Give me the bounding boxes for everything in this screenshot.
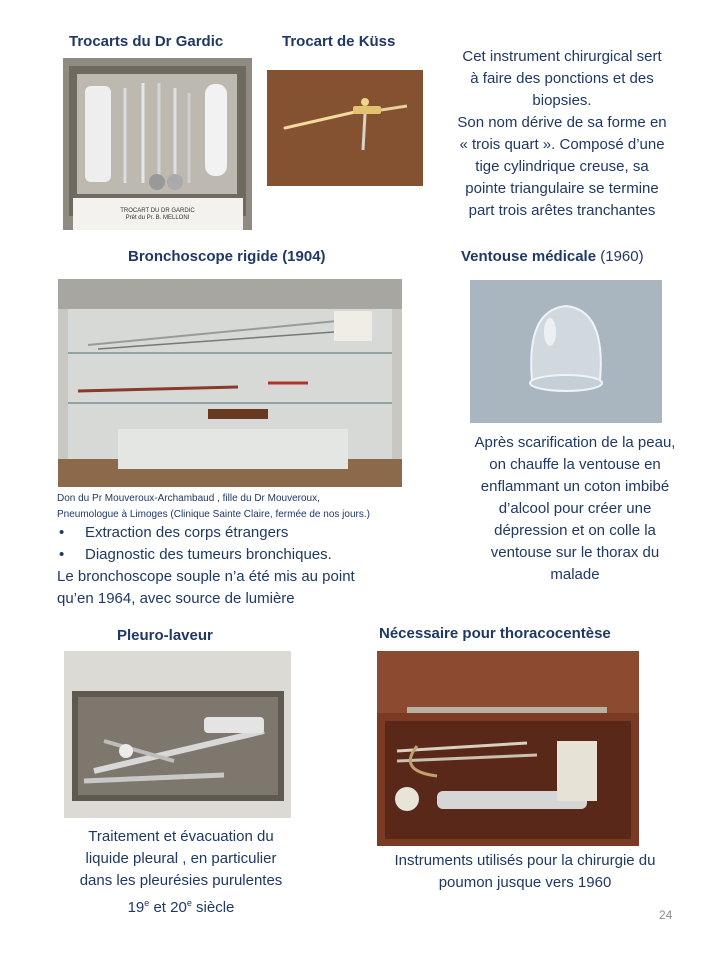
ventouse-line: d’alcool pour créer une [498,500,652,517]
gardic-label-line2: Prêt du Pr. B. MELLONI [125,215,190,221]
ventouse-line: ventouse sur le thorax du [490,544,660,561]
ventouse-line: malade [550,566,600,583]
century-19: 19 [127,899,145,916]
bronchoscope-title: Bronchoscope rigide (1904) [128,248,326,265]
kuss-line: « trois quart ». Composé d’une [459,136,665,153]
kuss-line: pointe triangulaire se termine [465,180,659,197]
ventouse-line: dépression et on colle la [494,522,656,539]
century-sup-a: e [144,898,150,908]
ventouse-line: Après scarification de la peau, [474,434,676,451]
century-conj: et [149,899,171,916]
bullet-item: • Extraction des corps étrangers [57,522,417,544]
kuss-description [432,46,692,222]
pleuro-photo [64,651,291,818]
century-word: siècle [191,899,235,916]
pleuro-line: Traitement et évacuation du [88,828,274,845]
bullet-item: • Diagnostic des tumeurs bronchiques. [57,544,417,566]
bronchoscope-photo [58,279,402,487]
kuss-line: part trois arêtes tranchantes [468,202,656,219]
thoraco-line: Instruments utilisés pour la chirurgie du [394,852,656,869]
kuss-line: Cet instrument chirurgical sert [462,48,662,65]
ventouse-line: enflammant un coton imbibé [480,478,670,495]
thoraco-photo [377,651,639,846]
ventouse-title [461,248,644,265]
pleuro-title: Pleuro-laveur [117,627,213,644]
ventouse-photo [470,280,662,423]
thoraco-line: poumon jusque vers 1960 [438,874,612,891]
kuss-line: à faire des ponctions et des [470,70,654,87]
ventouse-title-bold: Ventouse médicale [461,248,597,265]
donation-line: Pneumologue à Limoges (Clinique Sainte Claire, fermée de nos jours.) [57,509,370,520]
donation-line: Don du Pr Mouveroux-Archambaud , fille du Dr Mouveroux, [57,493,320,504]
thoraco-description [360,850,690,894]
pleuro-century-line [56,892,306,919]
bronchoscope-note [57,566,417,610]
gardic-photo [63,58,252,230]
pleuro-line: liquide pleural , en particulier [85,850,277,867]
thoraco-title: Nécessaire pour thoracocentèse [379,625,611,642]
century-sup-b: e [186,898,192,908]
ventouse-description [440,432,710,586]
kuss-line: tige cylindrique creuse, sa [475,158,649,175]
bronchoscope-donation [57,491,457,523]
kuss-title: Trocart de Küss [282,33,396,50]
pleuro-description [56,826,306,919]
ventouse-line: on chauffe la ventouse en [489,456,661,473]
ventouse-title-date: (1960) [596,248,644,265]
kuss-photo [267,70,423,186]
gardic-title: Trocarts du Dr Gardic [69,33,224,50]
page-number: 24 [659,908,673,922]
bronchoscope-uses [57,522,417,566]
gardic-label-line1: TROCART DU DR GARDIC [120,208,195,214]
kuss-line: biopsies. [532,92,592,109]
note-line: qu’en 1964, avec source de lumière [57,590,295,607]
kuss-line: Son nom dérive de sa forme en [457,114,667,131]
pleuro-line: dans les pleurésies purulentes [79,872,283,889]
note-line: Le bronchoscope souple n’a été mis au point [57,568,355,585]
century-20: 20 [170,899,187,916]
